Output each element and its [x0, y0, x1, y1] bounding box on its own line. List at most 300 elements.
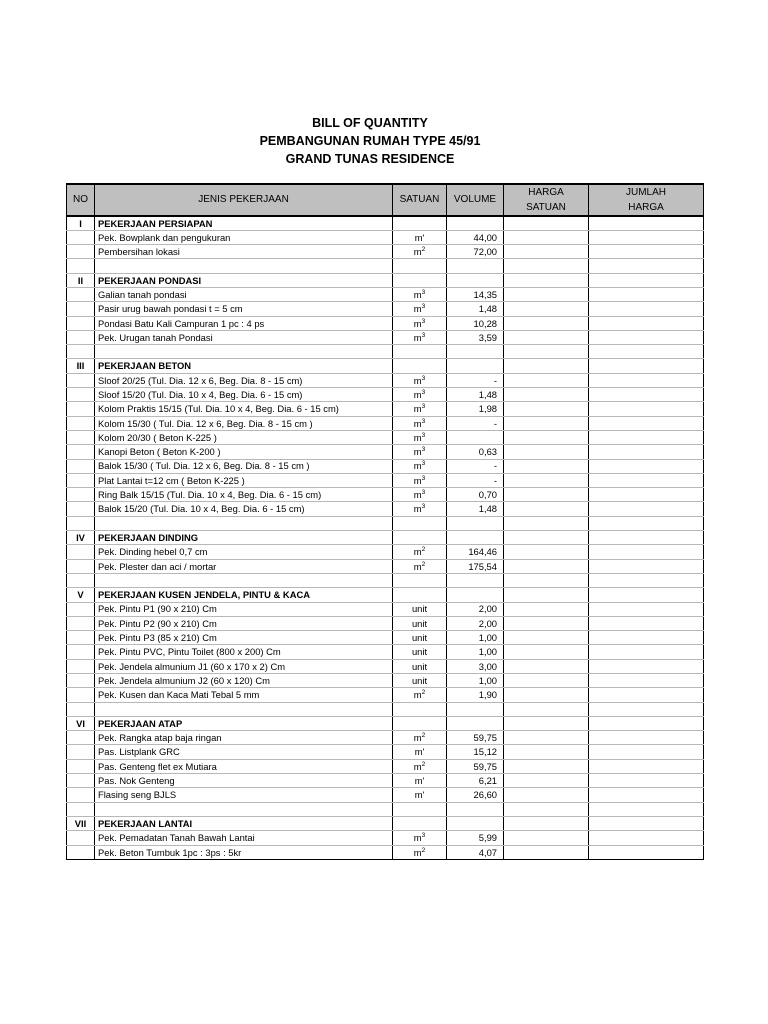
unit-label: m [413, 303, 422, 315]
total-price-cell [589, 388, 704, 402]
volume-value: - [447, 473, 504, 487]
volume-value: 10,28 [447, 316, 504, 330]
total-price-cell [589, 845, 704, 859]
empty-cell [393, 345, 447, 359]
total-price-cell [589, 645, 704, 659]
empty-cell [393, 259, 447, 273]
total-price-cell [589, 759, 704, 773]
empty-cell [589, 345, 704, 359]
item-number-cell [67, 602, 95, 616]
unit-cell [393, 302, 447, 316]
total-price-cell [589, 731, 704, 745]
unit-label: m [413, 760, 422, 772]
table-row [67, 788, 704, 802]
item-number-cell [67, 502, 95, 516]
unit-price-cell [504, 531, 589, 545]
blank-row [67, 702, 704, 716]
unit-price-cell [504, 745, 589, 759]
item-description: Pek. Bowplank dan pengukuran [95, 230, 393, 244]
section-number: V [67, 588, 95, 602]
unit-cell [393, 545, 447, 559]
total-price-cell [589, 774, 704, 788]
item-description: Pek. Pintu P1 (90 x 210) Cm [95, 602, 393, 616]
blank-row [67, 802, 704, 816]
empty-cell [67, 516, 95, 530]
volume-cell [447, 588, 504, 602]
unit-price-cell [504, 430, 589, 444]
volume-value: 26,60 [447, 788, 504, 802]
unit-price-cell [504, 445, 589, 459]
item-number-cell [67, 831, 95, 845]
section-number: I [67, 216, 95, 230]
unit-price-cell [504, 688, 589, 702]
item-number-cell [67, 631, 95, 645]
volume-value: 3,00 [447, 659, 504, 673]
empty-cell [504, 702, 589, 716]
unit-price-cell [504, 788, 589, 802]
unit-price-cell [504, 716, 589, 730]
table-row [67, 302, 704, 316]
total-price-cell [589, 559, 704, 573]
unit-cell [393, 287, 447, 301]
unit-exponent: 3 [421, 288, 426, 296]
section-row [67, 816, 704, 830]
volume-value: 1,48 [447, 502, 504, 516]
header-job: JENIS PEKERJAAN [95, 184, 393, 216]
empty-cell [393, 802, 447, 816]
table-row [67, 759, 704, 773]
table-row [67, 473, 704, 487]
empty-cell [504, 516, 589, 530]
item-description: Pek. Jendela almunium J1 (60 x 170 x 2) Cm [95, 659, 393, 673]
item-number-cell [67, 788, 95, 802]
unit-label: m' [414, 789, 425, 801]
unit-cell [393, 616, 447, 630]
unit-label: m [413, 374, 422, 386]
total-price-cell [589, 816, 704, 830]
unit-cell [393, 774, 447, 788]
header-unit-price-line-2: SATUAN [526, 202, 566, 213]
unit-cell [393, 245, 447, 259]
blank-row [67, 259, 704, 273]
item-number-cell [67, 759, 95, 773]
unit-price-cell [504, 388, 589, 402]
item-description: Kolom 20/30 ( Beton K-225 ) [95, 430, 393, 444]
volume-cell [447, 816, 504, 830]
unit-cell [393, 816, 447, 830]
item-number-cell [67, 287, 95, 301]
unit-price-cell [504, 245, 589, 259]
unit-cell [393, 430, 447, 444]
total-price-cell [589, 330, 704, 344]
unit-price-cell [504, 545, 589, 559]
table-row [67, 388, 704, 402]
volume-value: 1,00 [447, 645, 504, 659]
unit-cell [393, 831, 447, 845]
unit-label: m [413, 331, 422, 343]
total-price-cell [589, 216, 704, 230]
empty-cell [67, 573, 95, 587]
unit-cell [393, 416, 447, 430]
unit-label: unit [411, 617, 428, 629]
total-price-cell [589, 473, 704, 487]
table-row [67, 659, 704, 673]
unit-price-cell [504, 273, 589, 287]
section-title: PEKERJAAN DINDING [95, 531, 393, 545]
unit-price-cell [504, 831, 589, 845]
unit-exponent: 3 [421, 331, 426, 339]
volume-value [447, 430, 504, 444]
unit-price-cell [504, 731, 589, 745]
unit-price-cell [504, 631, 589, 645]
table-row [67, 631, 704, 645]
unit-cell [393, 316, 447, 330]
item-number-cell [67, 230, 95, 244]
item-number-cell [67, 330, 95, 344]
volume-value: 2,00 [447, 602, 504, 616]
unit-price-cell [504, 816, 589, 830]
table-row [67, 602, 704, 616]
unit-label: m [413, 832, 422, 844]
unit-price-cell [504, 302, 589, 316]
unit-cell [393, 588, 447, 602]
item-description: Pas. Nok Genteng [95, 774, 393, 788]
item-number-cell [67, 373, 95, 387]
table-row [67, 488, 704, 502]
volume-value: 3,59 [447, 330, 504, 344]
total-price-cell [589, 373, 704, 387]
unit-cell [393, 688, 447, 702]
item-number-cell [67, 688, 95, 702]
item-number-cell [67, 616, 95, 630]
total-price-cell [589, 631, 704, 645]
unit-label: m [413, 489, 422, 501]
unit-cell [393, 330, 447, 344]
item-description: Pek. Dinding hebel 0,7 cm [95, 545, 393, 559]
unit-cell [393, 359, 447, 373]
table-row [67, 745, 704, 759]
section-number: VI [67, 716, 95, 730]
item-number-cell [67, 445, 95, 459]
empty-cell [67, 259, 95, 273]
title-line-3: GRAND TUNAS RESIDENCE [285, 152, 455, 166]
unit-cell [393, 602, 447, 616]
empty-cell [504, 345, 589, 359]
unit-label: unit [411, 646, 428, 658]
volume-value: 1,00 [447, 674, 504, 688]
header-unit-price-line-1: HARGA [528, 187, 564, 198]
header-volume: VOLUME [447, 184, 504, 216]
item-description: Sloof 20/25 (Tul. Dia. 12 x 6, Beg. Dia. 8 - 15 cm) [95, 373, 393, 387]
item-number-cell [67, 659, 95, 673]
item-description: Pasir urug bawah pondasi t = 5 cm [95, 302, 393, 316]
item-description: Sloof 15/20 (Tul. Dia. 10 x 4, Beg. Dia. 6 - 15 cm) [95, 388, 393, 402]
unit-cell [393, 373, 447, 387]
unit-label: m [413, 403, 422, 415]
empty-cell [95, 702, 393, 716]
header-total-price-line-2: HARGA [628, 202, 664, 213]
section-row [67, 359, 704, 373]
unit-label: m [413, 246, 422, 258]
table-row [67, 445, 704, 459]
item-number-cell [67, 302, 95, 316]
empty-cell [504, 573, 589, 587]
unit-exponent: 3 [421, 503, 426, 511]
unit-cell [393, 445, 447, 459]
item-description: Pek. Kusen dan Kaca Mati Tebal 5 mm [95, 688, 393, 702]
total-price-cell [589, 245, 704, 259]
section-row [67, 531, 704, 545]
item-number-cell [67, 745, 95, 759]
unit-cell [393, 731, 447, 745]
unit-price-cell [504, 588, 589, 602]
volume-value: - [447, 459, 504, 473]
volume-value: - [447, 416, 504, 430]
item-number-cell [67, 388, 95, 402]
unit-exponent: 3 [421, 303, 426, 311]
total-price-cell [589, 359, 704, 373]
table-header [67, 184, 704, 216]
section-title: PEKERJAAN ATAP [95, 716, 393, 730]
item-description: Flasing seng BJLS [95, 788, 393, 802]
item-number-cell [67, 545, 95, 559]
total-price-cell [589, 745, 704, 759]
empty-cell [447, 573, 504, 587]
unit-price-cell [504, 488, 589, 502]
unit-price-cell [504, 674, 589, 688]
item-description: Pembersihan lokasi [95, 245, 393, 259]
volume-cell [447, 716, 504, 730]
unit-label: m' [414, 231, 425, 243]
item-description: Pondasi Batu Kali Campuran 1 pc : 4 ps [95, 316, 393, 330]
unit-label: m [413, 288, 422, 300]
total-price-cell [589, 831, 704, 845]
unit-label: m [413, 460, 422, 472]
section-number: II [67, 273, 95, 287]
unit-price-cell [504, 616, 589, 630]
volume-value: 6,21 [447, 774, 504, 788]
empty-cell [504, 802, 589, 816]
item-number-cell [67, 316, 95, 330]
table-row [67, 459, 704, 473]
table-row [67, 245, 704, 259]
item-description: Pek. Pintu P3 (85 x 210) Cm [95, 631, 393, 645]
total-price-cell [589, 416, 704, 430]
table-body [67, 216, 704, 859]
unit-exponent: 2 [421, 732, 426, 740]
total-price-cell [589, 402, 704, 416]
item-description: Balok 15/20 (Tul. Dia. 10 x 4, Beg. Dia. 6 - 15 cm) [95, 502, 393, 516]
unit-exponent: 2 [421, 246, 426, 254]
table-row [67, 731, 704, 745]
volume-cell [447, 216, 504, 230]
section-number: III [67, 359, 95, 373]
item-description: Pek. Plester dan aci / mortar [95, 559, 393, 573]
unit-cell [393, 459, 447, 473]
empty-cell [393, 573, 447, 587]
unit-exponent: 3 [421, 489, 426, 497]
empty-cell [67, 345, 95, 359]
item-description: Kolom Praktis 15/15 (Tul. Dia. 10 x 4, Beg. Dia. 6 - 15 cm) [95, 402, 393, 416]
unit-label: unit [411, 674, 428, 686]
unit-cell [393, 645, 447, 659]
unit-exponent: 3 [421, 431, 426, 439]
unit-price-cell [504, 416, 589, 430]
table-row [67, 287, 704, 301]
total-price-cell [589, 316, 704, 330]
unit-price-cell [504, 330, 589, 344]
empty-cell [95, 259, 393, 273]
unit-price-cell [504, 316, 589, 330]
empty-cell [393, 516, 447, 530]
section-row [67, 273, 704, 287]
empty-cell [95, 802, 393, 816]
volume-value: 1,00 [447, 631, 504, 645]
item-description: Galian tanah pondasi [95, 287, 393, 301]
unit-label: m [413, 560, 422, 572]
unit-label: m' [414, 746, 425, 758]
volume-value: 2,00 [447, 616, 504, 630]
table-row [67, 373, 704, 387]
section-title: PEKERJAAN BETON [95, 359, 393, 373]
empty-cell [589, 259, 704, 273]
unit-price-cell [504, 216, 589, 230]
total-price-cell [589, 445, 704, 459]
volume-value: 164,46 [447, 545, 504, 559]
empty-cell [589, 702, 704, 716]
item-number-cell [67, 416, 95, 430]
total-price-cell [589, 716, 704, 730]
unit-label: m [413, 846, 422, 858]
section-title: PEKERJAAN PONDASI [95, 273, 393, 287]
header-total-price [589, 184, 704, 216]
total-price-cell [589, 602, 704, 616]
unit-label: m [413, 546, 422, 558]
item-number-cell [67, 245, 95, 259]
item-number-cell [67, 430, 95, 444]
empty-cell [447, 516, 504, 530]
table-row [67, 230, 704, 244]
volume-value: - [447, 373, 504, 387]
total-price-cell [589, 588, 704, 602]
item-number-cell [67, 402, 95, 416]
volume-cell [447, 359, 504, 373]
table-row [67, 774, 704, 788]
total-price-cell [589, 430, 704, 444]
unit-cell [393, 531, 447, 545]
header-no: NO [67, 184, 95, 216]
table-row [67, 316, 704, 330]
unit-price-cell [504, 373, 589, 387]
unit-label: m [413, 431, 422, 443]
table-row [67, 674, 704, 688]
volume-value: 175,54 [447, 559, 504, 573]
volume-value: 4,07 [447, 845, 504, 859]
total-price-cell [589, 545, 704, 559]
unit-price-cell [504, 402, 589, 416]
unit-label: m [413, 732, 422, 744]
unit-cell [393, 216, 447, 230]
total-price-cell [589, 287, 704, 301]
unit-label: m [413, 317, 422, 329]
unit-exponent: 2 [421, 760, 426, 768]
item-description: Plat Lantai t=12 cm ( Beton K-225 ) [95, 473, 393, 487]
unit-exponent: 2 [421, 560, 426, 568]
volume-value: 59,75 [447, 731, 504, 745]
unit-exponent: 3 [421, 446, 426, 454]
unit-price-cell [504, 459, 589, 473]
total-price-cell [589, 488, 704, 502]
item-description: Pek. Urugan tanah Pondasi [95, 330, 393, 344]
unit-label: unit [411, 603, 428, 615]
item-description: Ring Balk 15/15 (Tul. Dia. 10 x 4, Beg. Dia. 6 - 15 cm) [95, 488, 393, 502]
item-description: Pek. Beton Tumbuk 1pc : 3ps : 5kr [95, 845, 393, 859]
empty-cell [447, 702, 504, 716]
table-row [67, 402, 704, 416]
section-row [67, 716, 704, 730]
unit-cell [393, 716, 447, 730]
volume-cell [447, 273, 504, 287]
table-row [67, 330, 704, 344]
unit-label: m [413, 503, 422, 515]
volume-value: 44,00 [447, 230, 504, 244]
empty-cell [393, 702, 447, 716]
empty-cell [589, 802, 704, 816]
unit-label: unit [411, 632, 428, 644]
total-price-cell [589, 788, 704, 802]
unit-price-cell [504, 774, 589, 788]
item-description: Pek. Pintu P2 (90 x 210) Cm [95, 616, 393, 630]
unit-exponent: 3 [421, 317, 426, 325]
total-price-cell [589, 531, 704, 545]
table-row [67, 502, 704, 516]
title-line-2: PEMBANGUNAN RUMAH TYPE 45/91 [259, 134, 481, 148]
unit-exponent: 3 [421, 417, 426, 425]
item-description: Kolom 15/30 ( Tul. Dia. 12 x 6, Beg. Dia. 8 - 15 cm ) [95, 416, 393, 430]
unit-price-cell [504, 230, 589, 244]
unit-exponent: 2 [421, 546, 426, 554]
table-row [67, 559, 704, 573]
unit-label: m [413, 689, 422, 701]
volume-value: 14,35 [447, 287, 504, 301]
unit-exponent: 3 [421, 374, 426, 382]
volume-value: 1,48 [447, 388, 504, 402]
unit-cell [393, 402, 447, 416]
table-row [67, 831, 704, 845]
unit-price-cell [504, 473, 589, 487]
unit-cell [393, 473, 447, 487]
unit-cell [393, 273, 447, 287]
header-unit: SATUAN [393, 184, 447, 216]
section-row [67, 588, 704, 602]
volume-value: 0,63 [447, 445, 504, 459]
unit-price-cell [504, 759, 589, 773]
total-price-cell [589, 459, 704, 473]
unit-label: m [413, 389, 422, 400]
empty-cell [95, 516, 393, 530]
empty-cell [589, 516, 704, 530]
section-title: PEKERJAAN KUSEN JENDELA, PINTU & KACA [95, 588, 393, 602]
item-number-cell [67, 845, 95, 859]
volume-value: 59,75 [447, 759, 504, 773]
table-row [67, 545, 704, 559]
volume-value: 1,90 [447, 688, 504, 702]
item-description: Pek. Pemadatan Tanah Bawah Lantai [95, 831, 393, 845]
unit-cell [393, 388, 447, 402]
unit-exponent: 3 [421, 403, 426, 411]
empty-cell [447, 259, 504, 273]
volume-value: 5,99 [447, 831, 504, 845]
